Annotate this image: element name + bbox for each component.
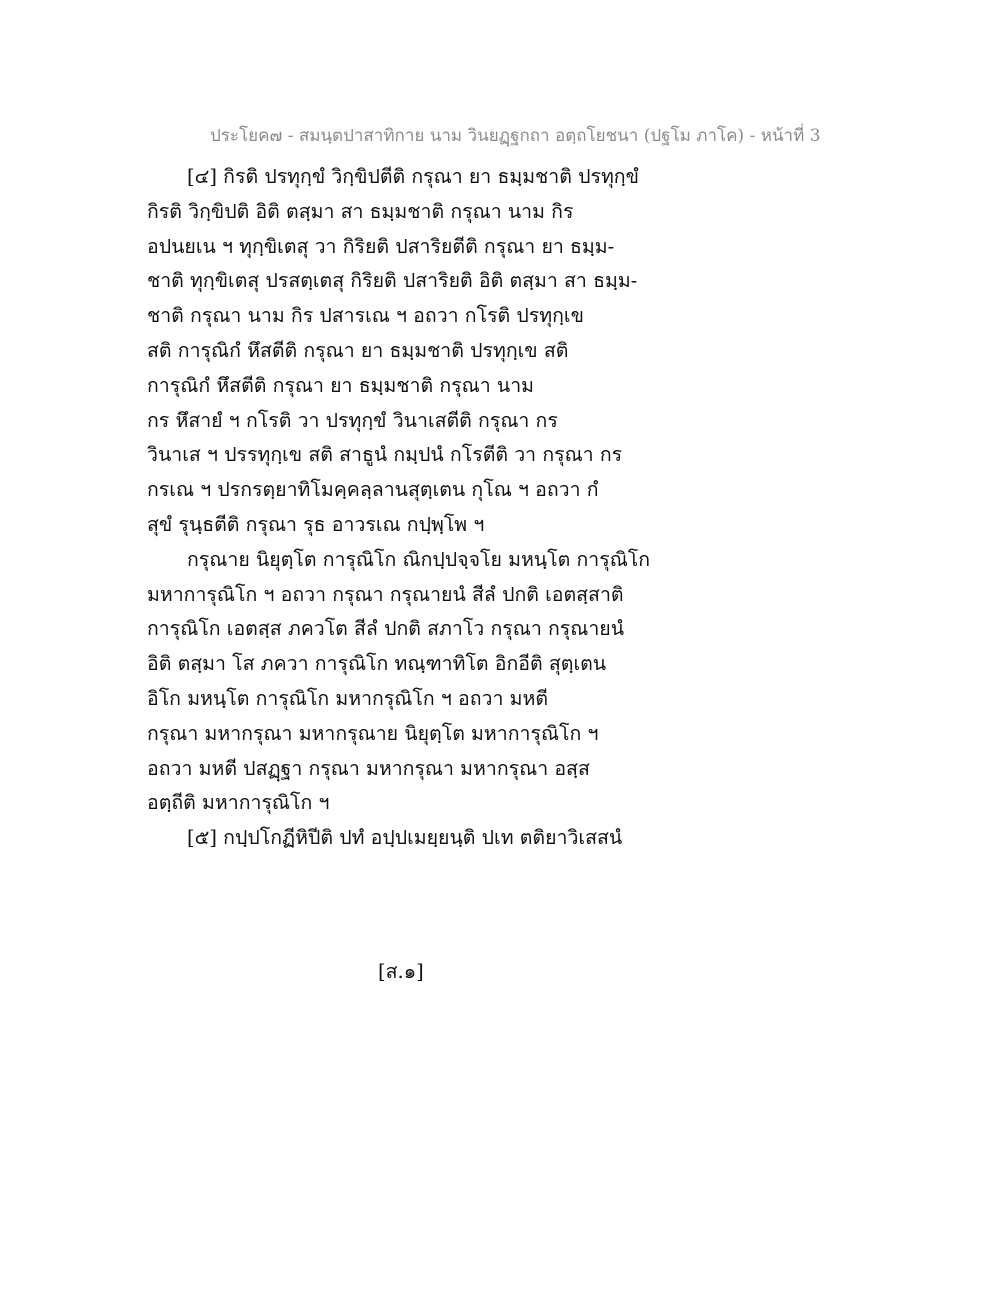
text-line: กรเณ ฯ ปรกรตฺยาทิโมคฺคลฺลานสุตฺเตน กุโณ ฯ อถวา กํ bbox=[147, 478, 599, 502]
text-line: มหาการุณิโก ฯ อถวา กรุณา กรุณายนํ สีลํ ปกติ เอตสฺสาติ bbox=[147, 582, 624, 606]
text-line: [๕] กปฺปโกฏีหิปีติ ปทํ อปฺปเมยฺยนฺติ ปเท ตติยาวิเสสนํ bbox=[187, 826, 623, 850]
text-line: สุขํ รุนฺธตีติ กรุณา รุธ อาวรเณ กปฺพฺโพ ฯ bbox=[147, 512, 485, 536]
page-header: ประโยค๗ - สมนฺตปาสาทิกาย นาม วินยฏฺฐกถา อตฺถโยชนา (ปฐโม ภาโค) - หน้าที่ 3 bbox=[210, 126, 821, 146]
text-line: สติ การุณิกํ หึสตีติ กรุณา ยา ธมฺมชาติ ปรทุกฺเข สติ bbox=[147, 338, 569, 362]
text-line: ชาติ ทุกฺขิเตสุ ปรสตฺเตสุ กิริยติ ปสาริยติ อิติ ตสฺมา สา ธมฺม- bbox=[147, 269, 638, 293]
text-line: [๔] กิรติ ปรทุกฺขํ วิกฺขิปตีติ กรุณา ยา ธมฺมชาติ ปรทุกฺขํ bbox=[187, 165, 639, 188]
text-line: อิโก มหนฺโต การุณิโก มหากรุณิโก ฯ อถวา มหตี bbox=[147, 686, 549, 710]
text-line: การุณิกํ หึสตีติ กรุณา ยา ธมฺมชาติ กรุณา นาม bbox=[147, 373, 535, 397]
text-line: วินาเส ฯ ปรรทุกฺเข สติ สาธูนํ กมฺปนํ กโรตีติ วา กรุณา กร bbox=[147, 443, 623, 467]
body-text bbox=[147, 160, 847, 856]
text-line: กรุณา มหากรุณา มหากรุณาย นิยุตฺโต มหาการุณิโก ฯ bbox=[147, 721, 599, 745]
text-line: กิรติ วิกฺขิปติ อิติ ตสฺมา สา ธมฺมชาติ กรุณา นาม กิร bbox=[147, 199, 574, 223]
text-line: อตฺถีติ มหาการุณิโก ฯ bbox=[147, 791, 330, 815]
text-line: กรุณาย นิยุตฺโต การุณิโก ณิกปฺปจฺจโย มหนฺโต การุณิโก bbox=[187, 547, 651, 571]
text-line: ชาติ กรุณา นาม กิร ปสารเณ ฯ อถวา กโรติ ปรทุกฺเข bbox=[147, 304, 584, 328]
text-line: อิติ ตสฺมา โส ภควา การุณิโก ทณฺฑาทิโต อิกอีติ สุตฺเตน bbox=[147, 652, 607, 676]
text-line: อปนยเน ฯ ทุกฺขิเตสุ วา กิริยติ ปสาริยตีติ กรุณา ยา ธมฺม- bbox=[147, 234, 615, 258]
text-line: กร หึสายํ ฯ กโรติ วา ปรทุกฺขํ วินาเสตีติ กรุณา กร bbox=[147, 408, 558, 432]
page-footer: [ส.๑] bbox=[378, 960, 424, 983]
text-line: การุณิโก เอตสฺส ภควโต สีลํ ปกติ สภาโว กรุณา กรุณายนํ bbox=[147, 617, 625, 641]
text-line: อถวา มหตี ปสฏฺฐา กรุณา มหากรุณา มหากรุณา อสฺส bbox=[147, 756, 590, 780]
